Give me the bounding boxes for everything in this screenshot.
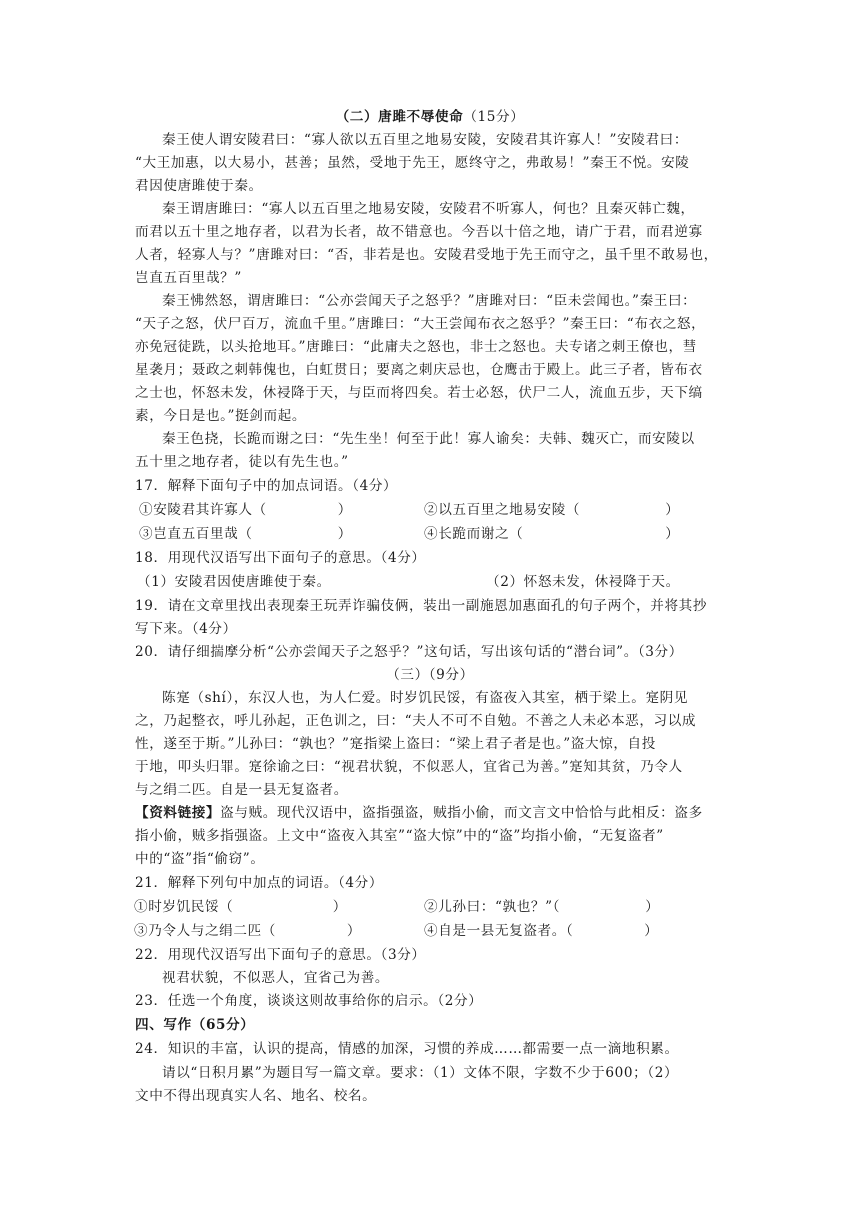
q21-item-4: ④自是一县无复盗者。（ ） <box>424 923 659 939</box>
q17-item-3: ③岂直五百里哉（ ） <box>139 526 352 542</box>
q20: 20．请仔细揣摩分析“公亦尝闻天子之怒乎？”这句话，写出该句话的“潜台词”。（3分） <box>135 644 683 660</box>
passage2-line-3: 君因使唐雎使于秦。 <box>135 178 263 194</box>
passage2-line-7: 岂直五百里哉？” <box>135 270 242 286</box>
passage2-line-1: 秦王使人谓安陵君曰：“寡人欲以五百里之地易安陵，安陵君其许寡人！”安陵君曰： <box>162 132 689 148</box>
passage2-line-5: 而君以五十里之地存者，以君为长者，故不错意也。今吾以十倍之地，请广于君，而君逆寡 <box>135 224 703 240</box>
q24-req-line-1: 请以“日积月累”为题目写一篇文章。要求：（1）文体不限，字数不少于600；（2） <box>162 1065 679 1081</box>
q17-stem: 17．解释下面句子中的加点词语。（4分） <box>135 478 398 494</box>
passage2-line-15: 五十里之地存者，徒以有先生也。” <box>135 454 349 470</box>
passage2-line-9: “天子之怒，伏尸百万，流血千里。”唐雎曰：“大王尝闻布衣之怒乎？”秦王曰：“布衣之怒， <box>135 316 706 332</box>
passage2-line-2: “大王加惠，以大易小，甚善；虽然，受地于先王，愿终守之，弗敢易！”秦王不悦。安陵 <box>135 155 690 171</box>
data-link-label: 【资料链接】 <box>135 805 221 821</box>
passage2-line-8: 秦王怫然怒，谓唐雎曰：“公亦尝闻天子之怒乎？”唐雎对曰：“臣未尝闻也。”秦王曰： <box>162 293 697 309</box>
q18-stem: 18．用现代汉语写出下面句子的意思。（4分） <box>135 550 426 566</box>
q18-item-2: （2）怀怒未发，休祲降于天。 <box>486 574 680 590</box>
q22-stem: 22．用现代汉语写出下面句子的意思。（3分） <box>135 947 426 963</box>
data-link-line-3: 中的“盗”指“偷窃”。 <box>135 851 265 867</box>
section3-title: （三）（9分） <box>386 667 474 683</box>
passage2-line-13: 素，今日是也。”挺剑而起。 <box>135 408 307 424</box>
q24: 24．知识的丰富，认识的提高，情感的加深，习惯的养成……都需要一点一滴地积累。 <box>135 1041 679 1057</box>
q24-req-line-2: 文中不得出现真实人名、地名、校名。 <box>135 1088 377 1104</box>
section2-title: （二）唐雎不辱使命 <box>335 109 464 125</box>
passage2-line-6: 人者，轻寡人与？”唐雎对曰：“否，非若是也。安陵君受地于先王而守之，虽千里不敢易也， <box>135 247 718 263</box>
passage2-line-12: 之士也，怀怒未发，休祲降于天，与臣而将四矣。若士必怒，伏尸二人，流血五步，天下缟 <box>135 385 703 401</box>
passage2-line-10: 亦免冠徒跣，以头抢地耳。”唐雎曰：“此庸夫之怒也，非士之怒也。夫专诸之刺王僚也，彗 <box>135 339 697 355</box>
section4-title: 四、写作（65分） <box>135 1017 255 1033</box>
passage2-line-11: 星袭月；聂政之刺韩傀也，白虹贯日；要离之刺庆忌也，仓鹰击于殿上。此三子者，皆布衣 <box>135 362 703 378</box>
q22-sentence: 视君状貌，不似恶人，宜省己为善。 <box>162 970 390 986</box>
q19-line-2: 写下来。（4分） <box>135 621 237 637</box>
passage3-line-4: 于地，叩头归罪。寔徐谕之曰：“视君状貌，不似恶人，宜省己为善。”寔知其贫，乃令人 <box>135 759 683 775</box>
q18-item-1: （1）安陵君因使唐雎使于秦。 <box>137 574 331 590</box>
passage3-line-3: 性，遂至于斯。”儿孙曰：“孰也？”寔指梁上盗曰：“梁上君子者是也。”盗大惊，自投 <box>135 736 656 752</box>
passage3-line-2: 之，乃起整衣，呼儿孙起，正色训之，曰：“夫人不可不自勉。不善之人未必本恶，习以成 <box>135 713 697 729</box>
q17-item-4: ④长跪而谢之（ ） <box>424 526 680 542</box>
passage2-line-4: 秦王谓唐雎曰：“寡人以五百里之地易安陵，安陵君不听寡人，何也？且秦灭韩亡魏， <box>162 201 695 217</box>
q21-item-1: ①时岁饥民馁（ ） <box>134 899 347 915</box>
q21-item-3: ③乃令人与之绢二匹（ ） <box>134 923 362 939</box>
passage3-line-1: 陈寔（shí），东汉人也，为人仁爱。时岁饥民馁，有盗夜入其室，栖于梁上。寔阴见 <box>162 690 689 706</box>
q23: 23．任选一个角度，谈谈这则故事给你的启示。（2分） <box>135 993 483 1009</box>
passage3-line-5: 与之绢二匹。自是一县无复盗者。 <box>135 782 348 798</box>
data-link-line-2: 指小偷，贼多指强盗。上文中“盗夜入其室”“盗大惊”中的“盗”均指小偷，“无复盗者” <box>135 828 664 844</box>
q21-stem: 21．解释下列句中加点的词语。（4分） <box>135 875 384 891</box>
q17-item-2: ②以五百里之地易安陵（ ） <box>424 502 680 518</box>
q17-item-1: ①安陵君其许寡人（ ） <box>139 502 352 518</box>
q21-item-2: ②儿孙曰：“孰也？”（ ） <box>424 899 660 915</box>
q19-line-1: 19．请在文章里找出表现秦王玩弄诈骗伎俩，装出一副施恩加惠面孔的句子两个，并将其抄 <box>135 598 708 614</box>
data-link-line-1 <box>135 802 703 824</box>
section2-score: （15分） <box>463 109 525 125</box>
section2-heading <box>0 106 860 128</box>
passage2-line-14: 秦王色挠，长跪而谢之曰：“先生坐！何至于此！寡人谕矣：夫韩、魏灭亡，而安陵以 <box>162 431 695 447</box>
data-link-text-1: 盗与贼。现代汉语中，盗指强盗，贼指小偷，而文言文中恰恰与此相反：盗多 <box>220 805 703 821</box>
